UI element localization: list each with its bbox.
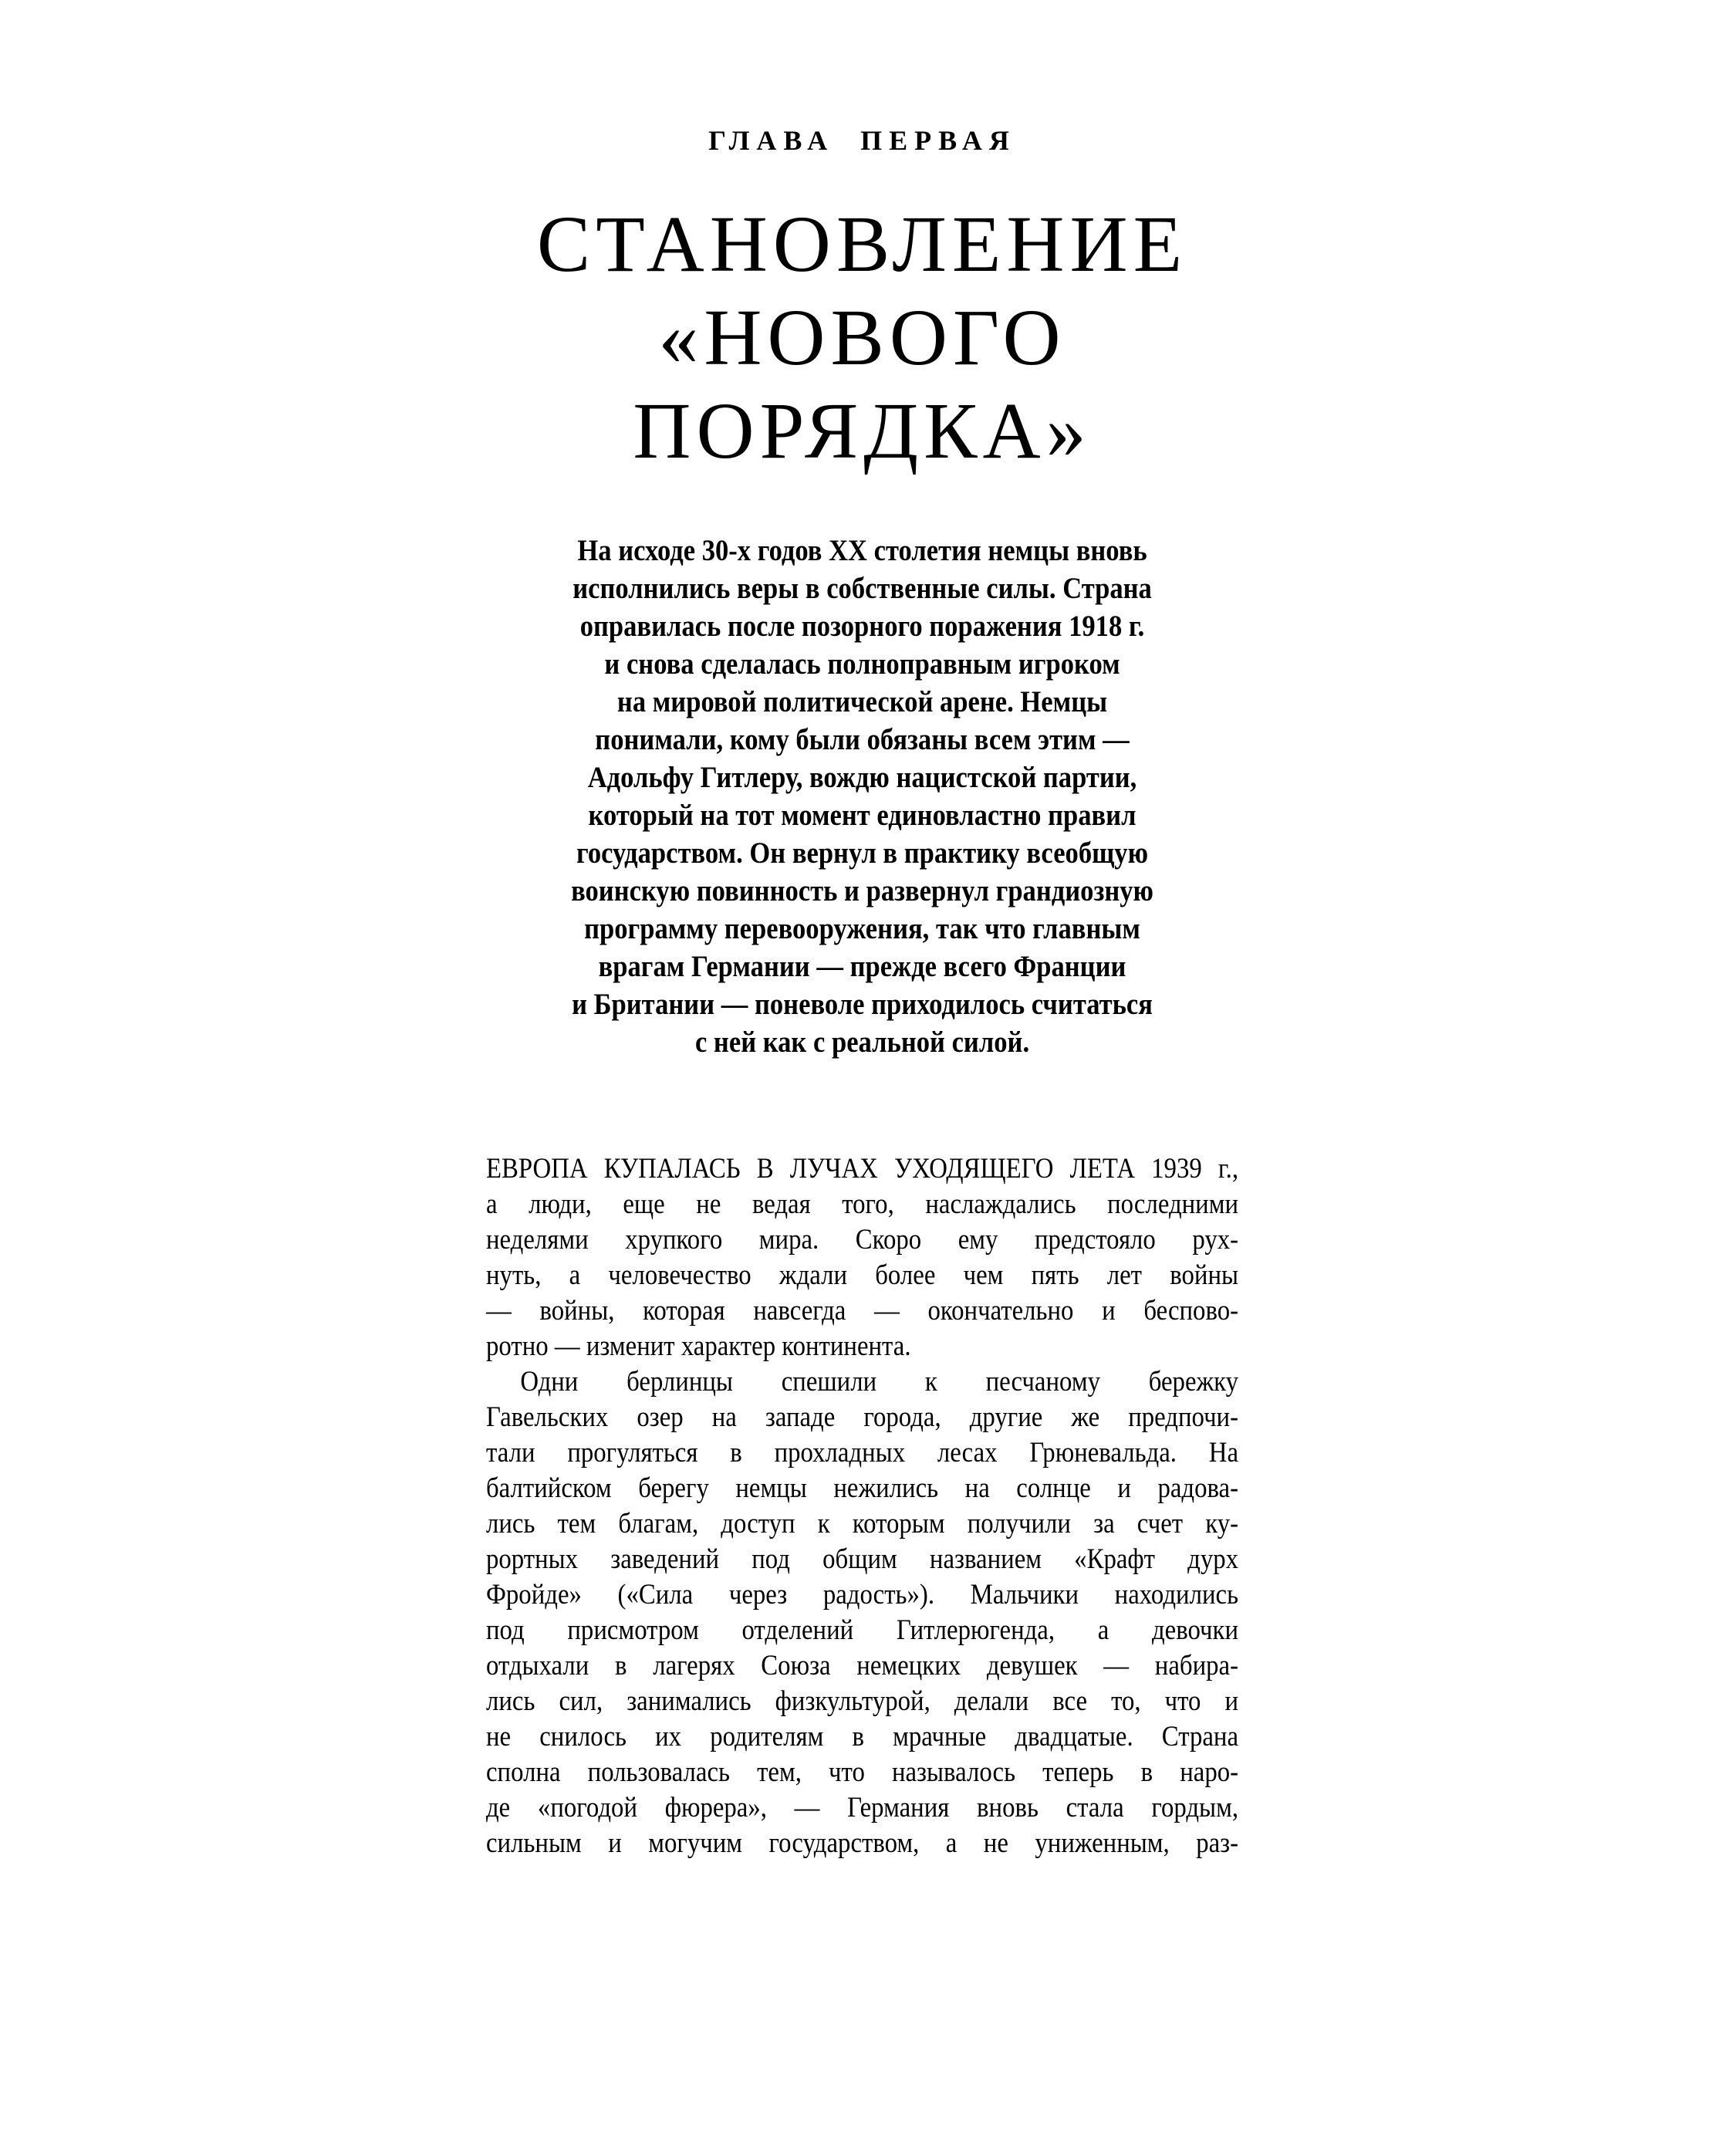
lede-line: врагам Германии — прежде всего Франции xyxy=(598,950,1126,983)
body-line: неделями хрупкого мира. Скоро ему предстояло рух- xyxy=(486,1224,1239,1256)
body-line: сполна пользовалась тем, что называлось теперь в наро- xyxy=(486,1756,1239,1788)
paragraph-1 xyxy=(486,1151,1238,1364)
lede-line: на мировой политической арене. Немцы xyxy=(616,685,1108,718)
chapter-title-line: СТАНОВЛЕНИЕ xyxy=(536,200,1188,289)
lede-line: На исходе 30-х годов XX столетия немцы вновь xyxy=(577,534,1147,567)
body-line: под присмотром отделений Гитлерюгенда, а девочки xyxy=(486,1614,1239,1646)
chapter-title xyxy=(486,198,1238,478)
body-line: сильным и могучим государством, а не униженным, раз- xyxy=(486,1827,1239,1859)
lede-line: Адольфу Гитлеру, вождю нацистской партии, xyxy=(587,761,1137,794)
lede-line: с ней как с реальной силой. xyxy=(694,1026,1030,1059)
body-line: тали прогуляться в прохладных лесах Грюневальда. На xyxy=(486,1437,1239,1469)
chapter-title-line: ПОРЯДКА» xyxy=(633,387,1092,475)
body-line: Гавельских озер на западе города, другие же предпочи- xyxy=(486,1401,1239,1433)
chapter-lede xyxy=(486,532,1238,1061)
body-line: а люди, еще не ведая того, наслаждались последними xyxy=(486,1188,1239,1220)
body-line: отдыхали в лагерях Союза немецких девушек — набира- xyxy=(486,1650,1239,1682)
lede-line: государством. Он вернул в практику всеобщую xyxy=(576,837,1149,870)
chapter-title-line: «НОВОГО xyxy=(658,293,1066,382)
body-line: не снилось их родителям в мрачные двадцатые. Страна xyxy=(486,1721,1239,1752)
lede-line: и снова сделалась полноправным игроком xyxy=(604,647,1120,681)
body-line: Фройде» («Сила через радость»). Мальчики находились xyxy=(486,1579,1239,1611)
lede-line: программу перевооружения, так что главным xyxy=(584,912,1140,945)
body-line: — войны, которая навсегда — окончательно и беспово- xyxy=(486,1295,1239,1327)
lede-line: который на тот момент единовластно правил xyxy=(588,799,1137,832)
lede-line: понимали, кому были обязаны всем этим — xyxy=(595,723,1130,756)
body-line: Одни берлинцы спешили к песчаному бережку xyxy=(520,1366,1239,1398)
chapter-label: ГЛАВА ПЕРВАЯ xyxy=(708,125,1016,156)
lede-line: и Британии — поневоле приходилось считаться xyxy=(572,988,1153,1021)
lede-line: оправилась после позорного поражения 1918 г. xyxy=(579,610,1145,643)
body-line: ротно — изменит характер континента. xyxy=(486,1330,911,1362)
body-line: лись сил, занимались физкультурой, делали все то, что и xyxy=(486,1685,1239,1717)
body-text xyxy=(486,1151,1238,1861)
body-line: балтийском берегу немцы нежились на солнце и радова- xyxy=(486,1472,1239,1504)
lede-line: воинскую повинность и развернул грандиозную xyxy=(571,874,1153,908)
body-line: рортных заведений под общим названием «Крафт дурх xyxy=(486,1543,1239,1575)
body-line: нуть, а человечество ждали более чем пять лет войны xyxy=(486,1259,1239,1291)
body-line: ЕВРОПА КУПАЛАСЬ В ЛУЧАХ УХОДЯЩЕГО ЛЕТА 1939 г., xyxy=(486,1153,1239,1185)
paragraph-2 xyxy=(486,1364,1238,1861)
body-line: лись тем благам, доступ к которым получили за счет ку- xyxy=(486,1508,1239,1540)
body-line: де «погодой фюрера», — Германия вновь стала гордым, xyxy=(486,1792,1239,1823)
lede-line: исполнились веры в собственные силы. Страна xyxy=(572,572,1152,605)
